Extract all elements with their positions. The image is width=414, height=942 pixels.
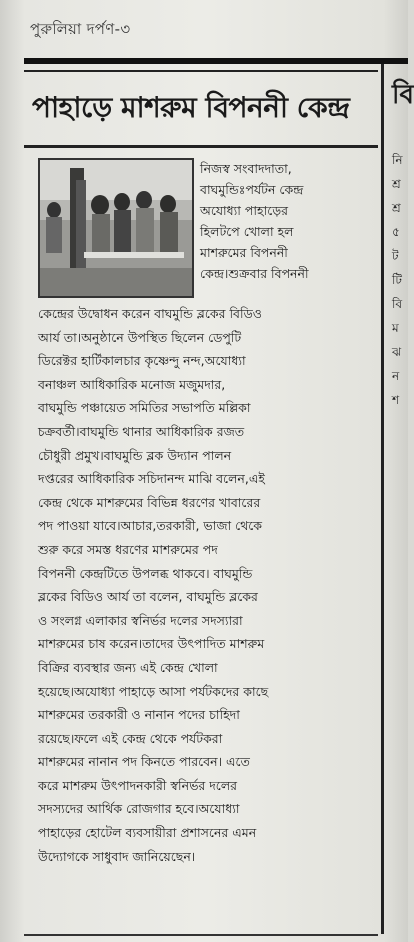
text-line: মাশরুমের বিপননী <box>200 245 288 260</box>
text-line: পদ পাওয়া যাবে।আচার,তরকারী, ভাজা থেকে <box>38 518 263 534</box>
text-line: বনাঞ্চল আধিকারিক মনোজ মজুমদার, <box>38 376 226 392</box>
text-line: ডিরেক্টর হার্টিকালচার কৃষ্ণেন্দু নন্দ,অযোধ্যা <box>38 353 246 369</box>
text-line: সদস্যদের আর্থিক রোজগার হবে।অযোধ্যা <box>38 801 240 817</box>
adjacent-text-fragment: শ্র <box>392 201 401 215</box>
text-line: হিলটপে খোলা হল <box>200 224 294 239</box>
text-line: নিজস্ব সংবাদদাতা, <box>200 161 292 176</box>
adjacent-text-fragment: ট <box>392 249 399 263</box>
adjacent-text-fragment: টি <box>392 273 402 287</box>
text-line: কেন্দ্র থেকে মাশরুমের বিভিন্ন ধরণের খাবারের <box>38 494 261 510</box>
adjacent-text-fragment: শ <box>392 393 400 407</box>
adjacent-text-fragment: ঝ <box>392 345 402 359</box>
adjacent-headline-fragment: বি <box>392 80 414 110</box>
text-line: আর্য তা।অনুষ্ঠানে উপস্থিত ছিলেন ডেপুটি <box>38 329 242 345</box>
text-line: কেন্দ্রের উদ্বোধন করেন বাঘমুন্ডি ব্লকের বিডিও <box>38 306 262 321</box>
news-photo <box>38 158 194 298</box>
running-head: পুরুলিয়া দর্পণ-৩ <box>30 20 131 38</box>
text-line: কেন্দ্র।শুক্রবার বিপননী <box>200 266 309 281</box>
article-body <box>38 302 378 868</box>
text-line: শুরু করে সমস্ত ধরণের মাশরুমের পদ <box>38 541 218 557</box>
text-line: বাঘমুন্ডিঃপর্যটন কেন্দ্র <box>200 182 304 197</box>
column-divider <box>381 64 384 934</box>
text-line: মাশরুমের চাষ করেন।তাদের উৎপাদিত মাশরুম <box>38 636 265 652</box>
text-line: করে মাশরুম উৎপাদনকারী স্বনির্ভর দলের <box>38 777 238 793</box>
adjacent-text-fragment: ন <box>392 369 400 383</box>
top-rule <box>24 58 408 64</box>
adjacent-text-fragment: ম <box>392 321 399 335</box>
text-line: ব্লকের বিডিও আর্য তা বলেন, বাঘমুন্ডি ব্লকের <box>38 589 258 605</box>
text-line: বাঘমুন্ডি পঞ্চায়েত সমিতির সভাপতি মল্লিকা <box>38 400 251 416</box>
text-line: বিপননী কেন্দ্রটিতে উপলব্ধ থাকবে। বাঘমুন্ডি <box>38 565 253 581</box>
adjacent-text-fragment: ৫ <box>392 225 400 239</box>
text-line: দপ্তরের আধিকারিক সচিদানন্দ মাঝি বলেন,এই <box>38 471 265 487</box>
photo-image <box>40 160 192 296</box>
adjacent-column <box>386 64 414 934</box>
text-line: চক্রবর্তী।বাঘমুন্ডি থানার আধিকারিক রজত <box>38 423 245 439</box>
text-line: হয়েছে।অযোধ্যা পাহাড়ে আসা পর্যটকদের কাছে <box>38 683 269 699</box>
article-headline: পাহাড়ে মাশরুম বিপননী কেন্দ্র <box>32 91 350 124</box>
text-line: বিক্রির ব্যবস্থার জন্য এই কেন্দ্র খোলা <box>38 659 218 675</box>
text-line: মাশরুমের তরকারী ও নানান পদের চাহিদা <box>38 707 240 723</box>
text-line: মাশরুমের নানান পদ কিনতে পারবেন। এতে <box>38 754 250 770</box>
adjacent-text-fragment: বি <box>392 297 403 311</box>
adjacent-text-fragment: নি <box>392 153 403 167</box>
text-line: পাহাড়ের হোটেল ব্যবসায়ীরা প্রশাসনের এমন <box>38 825 257 841</box>
text-line: চৌধুরী প্রমুখ।বাঘমুন্ডি ব্লক উদ্যান পালন <box>38 447 232 463</box>
adjacent-text-fragment: শ্র <box>392 177 401 191</box>
byline-block <box>200 158 376 284</box>
text-line: রয়েছে।ফলে এই কেন্দ্র থেকে পর্যটকরা <box>38 730 223 746</box>
bottom-rule <box>24 934 378 936</box>
text-line: ও সংলগ্ন এলাকার স্বনির্ভর দলের সদস্যারা <box>38 612 243 628</box>
text-line: অযোধ্যা পাহাড়ের <box>200 203 289 218</box>
text-line: উদ্যোগকে সাধুবাদ জানিয়েছেন। <box>38 848 196 864</box>
